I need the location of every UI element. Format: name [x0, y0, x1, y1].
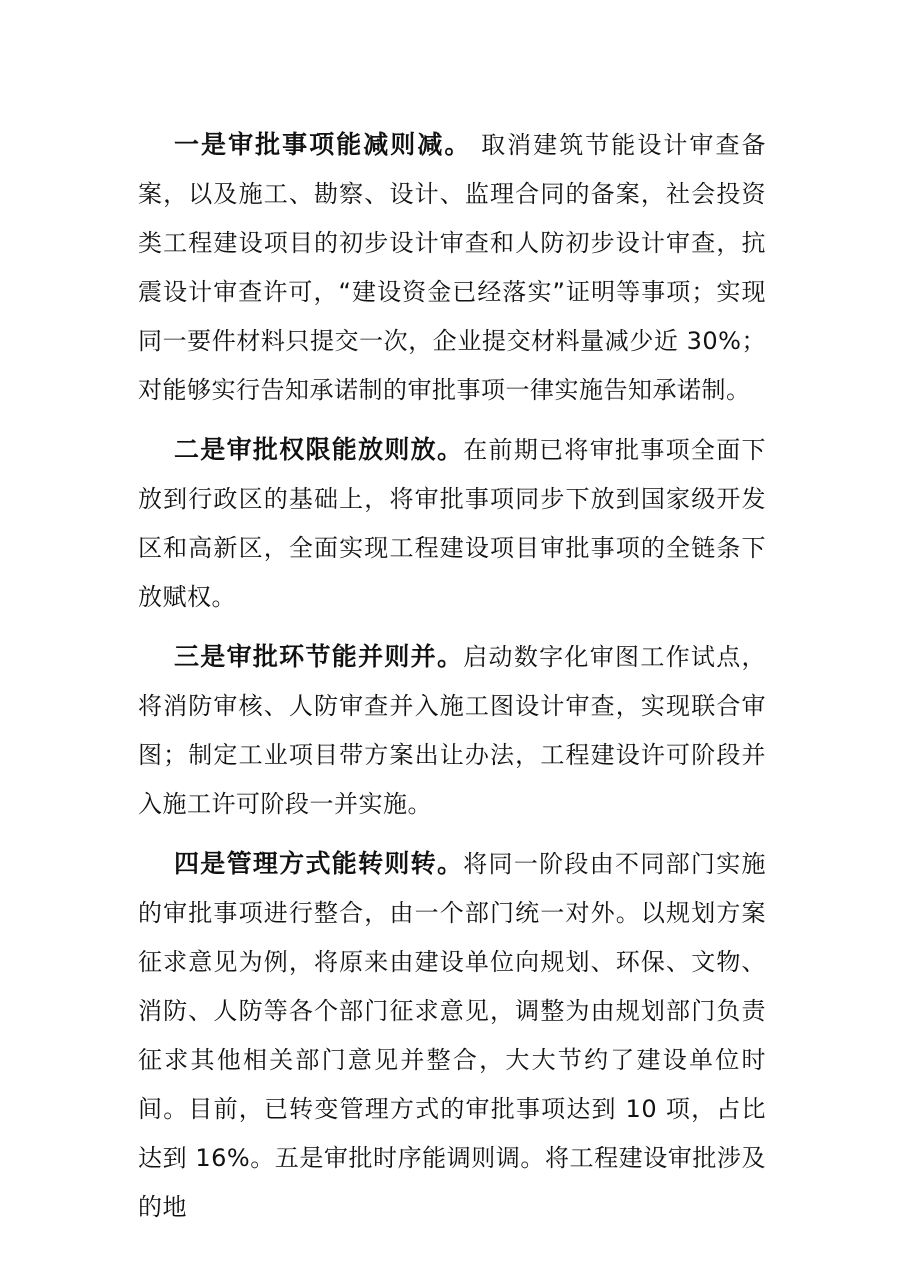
paragraph-4-lead: 四是管理方式能转则转。 — [174, 849, 464, 878]
paragraph-3 — [138, 632, 766, 829]
paragraph-3-text: 启动数字化审图工作试点，将消防审核、人防审查并入施工图设计审查，实现联合审图；制定工业项目带方案出让办法，工程建设许可阶段并入施工许可阶段一并实施。 — [138, 643, 766, 818]
paragraph-1-lead: 一是审批事项能减则减。 — [174, 130, 472, 159]
document-body — [138, 120, 766, 1242]
paragraph-2-lead: 二是审批权限能放则放。 — [174, 435, 464, 464]
paragraph-4-text: 将同一阶段由不同部门实施的审批事项进行整合，由一个部门统一对外。以规划方案征求意见为例，将原来由建设单位向规划、环保、文物、消防、人防等各个部门征求意见，调整为由规划部门负责征求其他相关部门意见并整合，大大节约了建设单位时间。目前，已转变管理方式的审批事项达到 10 项，占比达到 16%。五是审批时序能调则调。将工程建设审批涉及的地 — [138, 850, 766, 1221]
paragraph-4 — [138, 839, 766, 1232]
paragraph-1 — [138, 120, 766, 415]
paragraph-3-lead: 三是审批环节能并则并。 — [174, 642, 464, 671]
paragraph-2 — [138, 425, 766, 622]
paragraph-2-text: 在前期已将审批事项全面下放到行政区的基础上，将审批事项同步下放到国家级开发区和高新区，全面实现工程建设项目审批事项的全链条下放赋权。 — [138, 436, 766, 611]
paragraph-1-text: 取消建筑节能设计审查备案，以及施工、勘察、设计、监理合同的备案，社会投资类工程建设项目的初步设计审查和人防初步设计审查，抗震设计审查许可，“建设资金已经落实”证明等事项；实现同一要件材料只提交一次，企业提交材料量减少近 30%；对能够实行告知承诺制的审批事项一律实施告知承诺制。 — [138, 131, 766, 404]
